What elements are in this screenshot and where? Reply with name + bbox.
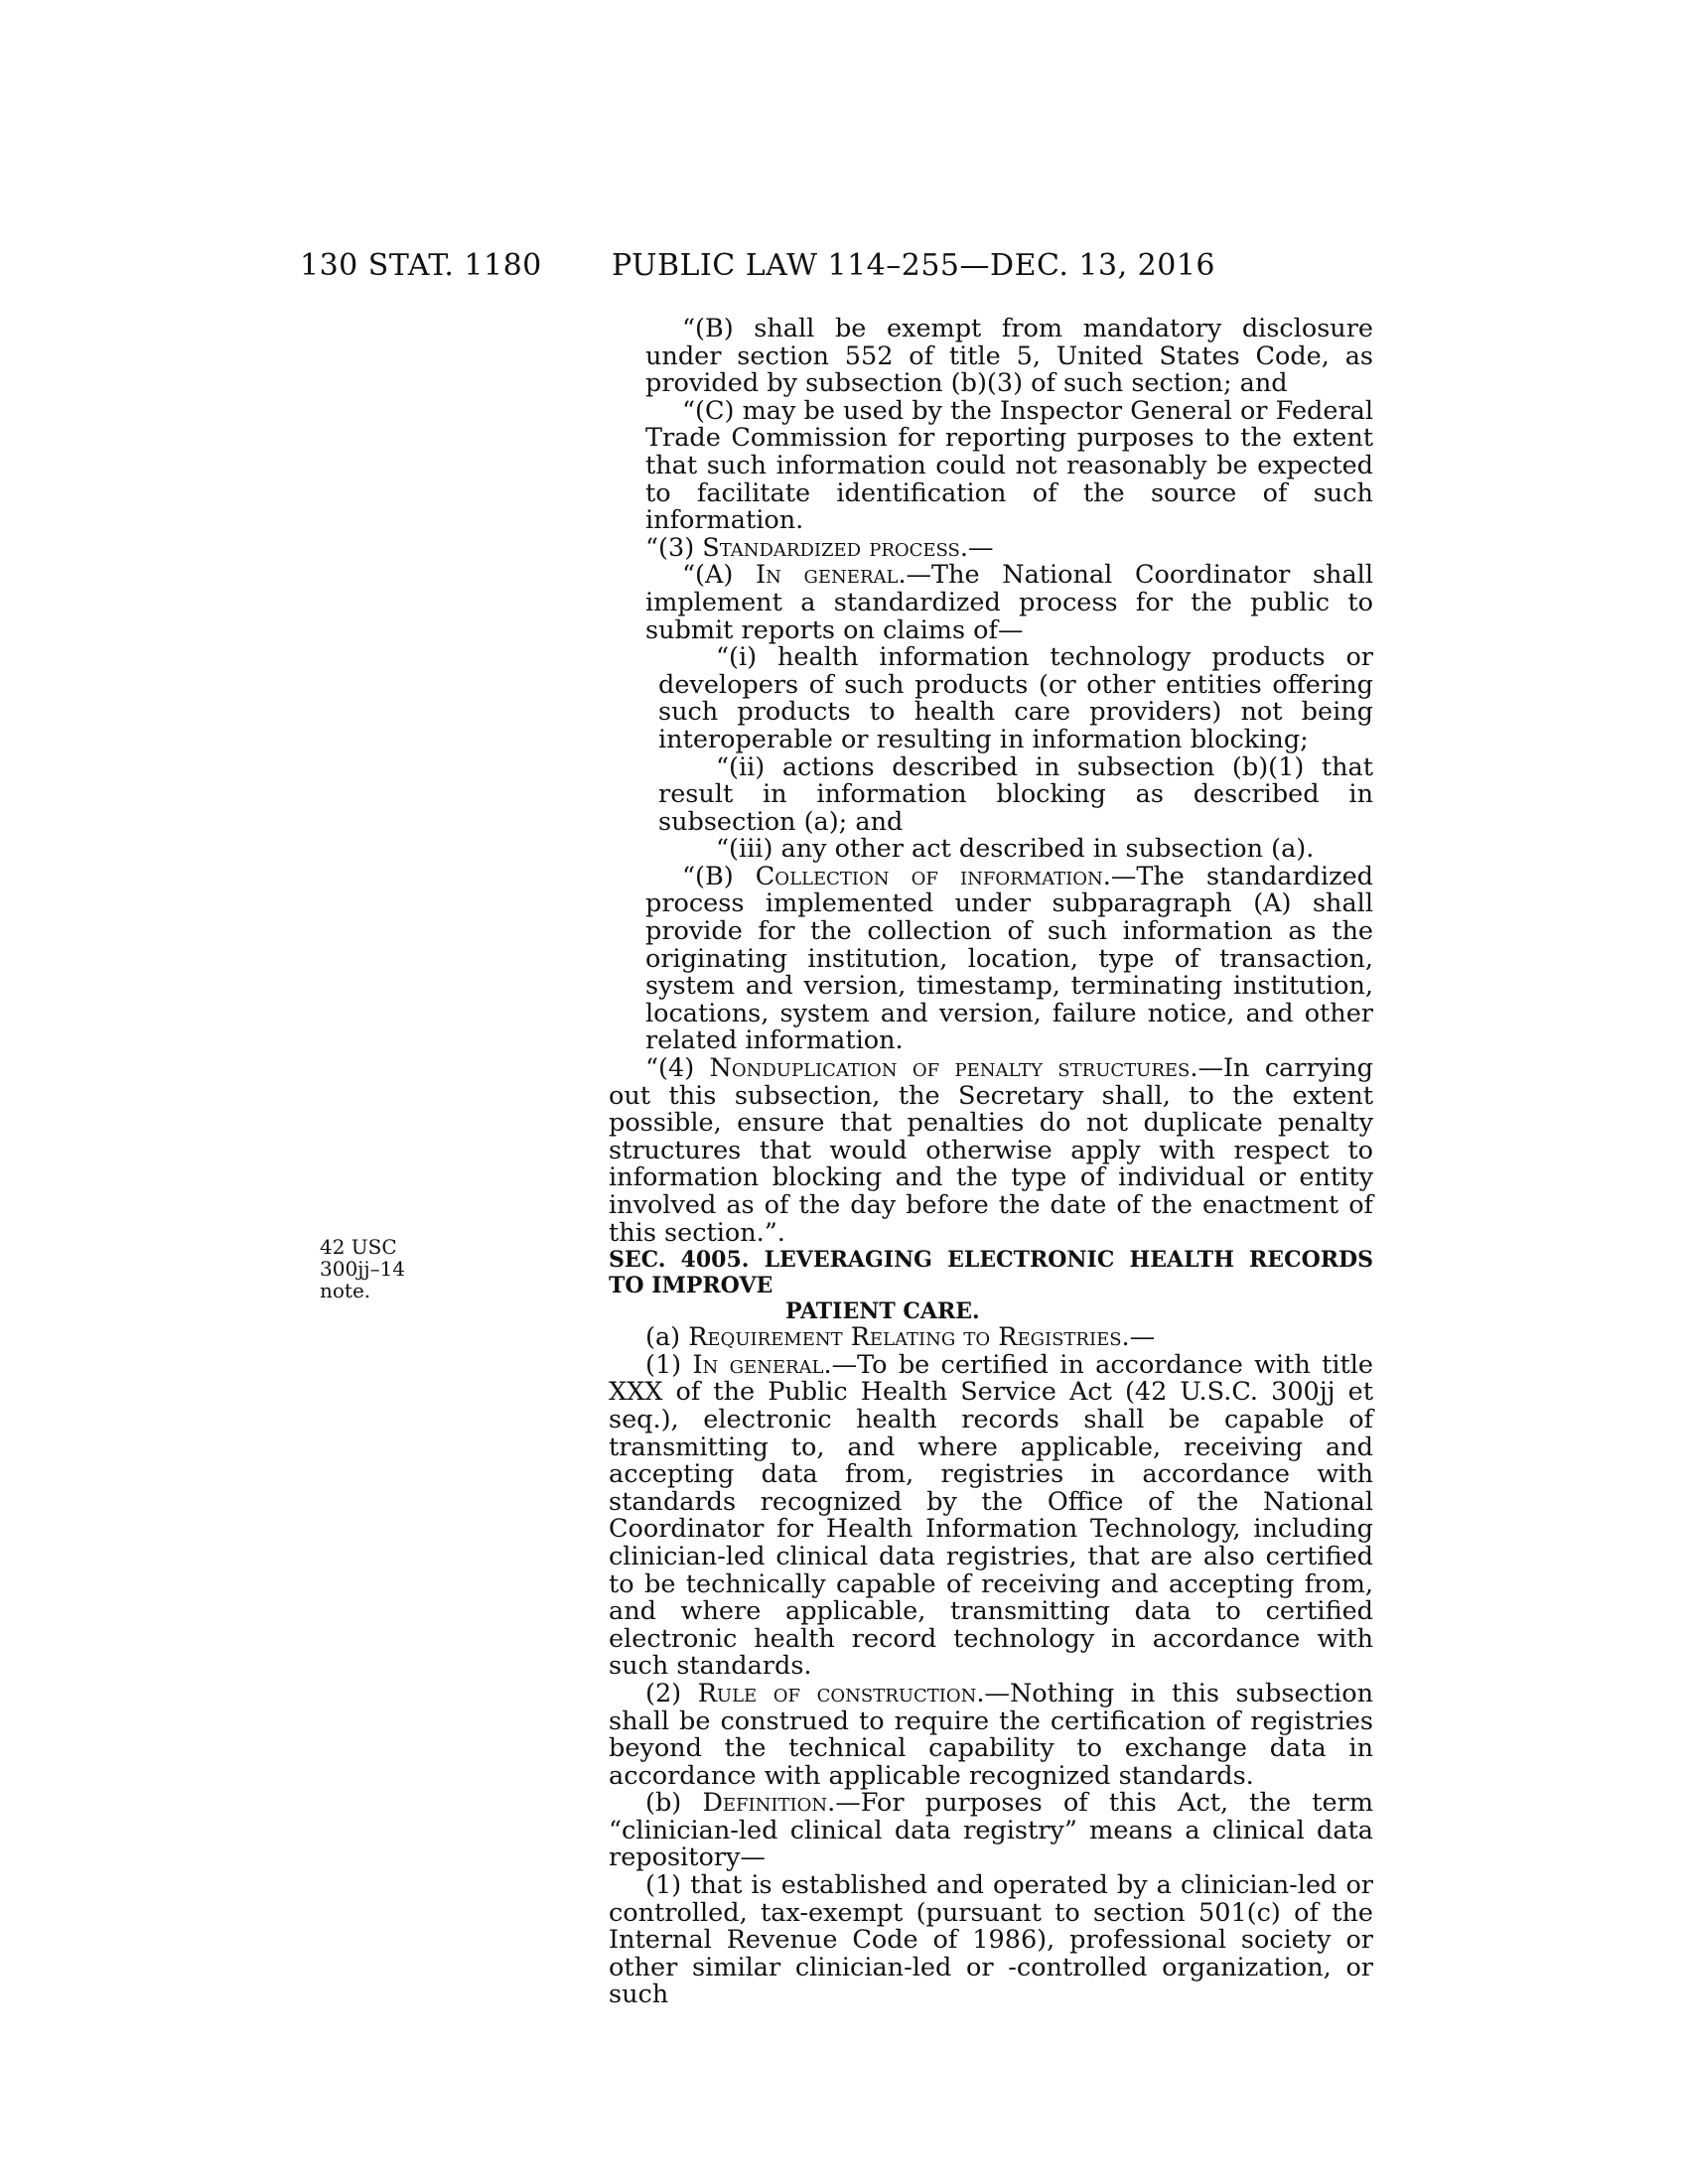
- subsection-a-1-heading: In general: [692, 1349, 824, 1380]
- body-text-column: [609, 316, 1373, 2009]
- paragraph-3A-text: .—The National Coordinator shall implement a standardized process for the public to submit reports on claims of—: [645, 560, 1373, 645]
- paragraph-3B: [609, 861, 1373, 1056]
- margin-citation-note: [320, 1236, 459, 1301]
- paragraph-4-number: “(4): [645, 1053, 710, 1084]
- paragraph-3B-heading: Collection of information: [755, 861, 1103, 891]
- paragraph-3-number: “(3): [645, 532, 703, 563]
- paragraph-4: [609, 1055, 1373, 1247]
- paragraph-3: [609, 532, 1373, 563]
- clause-i: “(i) health information technology products or developers of such products (or other entities offering such products to health care providers) not being interoperable or resulting in information blocking;: [658, 642, 1373, 754]
- subsection-a-heading: Requirement Relating to Registries: [688, 1322, 1122, 1353]
- subsection-b: [609, 1790, 1373, 1872]
- subsection-b-1: (1) that is established and operated by a clinician-led or controlled, tax-exempt (pursuant to section 501(c) of the Internal Revenue Code of 1986), professional society or other similar clinician-led or -controlled organization, or such: [609, 1870, 1373, 2010]
- margin-note-line-1: 42 USC 300jj–14: [320, 1235, 406, 1281]
- clause-ii: “(ii) actions described in subsection (b)(1) that result in information blocking as described in subsection (a); and: [658, 751, 1373, 837]
- subsection-a-2: [609, 1678, 1374, 1791]
- clause-iii: “(iii) any other act described in subsection (a).: [716, 834, 1315, 865]
- subsection-b-number: (b): [645, 1788, 703, 1819]
- subsection-b-text: .—For purposes of this Act, the term “clinician-led clinical data registry” means a clinical data repository—: [609, 1788, 1373, 1873]
- paragraph-3-dash: .—: [959, 532, 994, 563]
- subsection-a: [609, 1324, 1373, 1352]
- paragraph-4-text: .—In carrying out this subsection, the Secretary shall, to the extent possible, ensure that penalties do not duplicate penalty structures that would otherwise apply with respect to information blocking and the type of individual or entity involved as of the day before the date of the enactment of this section.”.: [609, 1053, 1373, 1248]
- paragraph-3B-number: “(B): [682, 861, 756, 891]
- section-heading-line-1: SEC. 4005. LEVERAGING ELECTRONIC HEALTH RECORDS TO IMPROVE: [609, 1247, 1373, 1299]
- subsection-b-heading: Definition: [702, 1788, 828, 1819]
- paragraph-3A-heading: In general: [756, 560, 899, 591]
- subsection-a-1-number: (1): [645, 1349, 693, 1380]
- paragraph-3-heading: Standardized process: [702, 532, 960, 563]
- subsection-a-1-text: .—To be certified in accordance with title XXX of the Public Health Service Act (42 U.S.C. 300jj et seq.), electronic health records shall be capable of transmitting to, and where applicable, receiving and accepting data from, registries in accordance with standards recognized by the Office of the National Coordinator for Health Information Technology, including clinician-led clinical data registries, that are also certified to be technically capable of receiving and accepting from, and where applicable, transmitting data to certified electronic health record technology in accordance with such standards.: [609, 1349, 1373, 1682]
- subsection-a-2-number: (2): [645, 1678, 698, 1708]
- subsection-a-dash: .—: [1121, 1322, 1156, 1353]
- paragraph-B: “(B) shall be exempt from mandatory disclosure under section 552 of title 5, United States Code, as provided by subsection (b)(3) of such section; and: [645, 314, 1373, 399]
- subsection-a-2-text: .—Nothing in this subsection shall be construed to require the certification of registries beyond the technical capability to exchange data in accordance with applicable recognized standards.: [609, 1678, 1374, 1791]
- stat-page-number: 130 STAT. 1180: [300, 248, 542, 283]
- section-heading: [609, 1247, 1373, 1324]
- paragraph-3A-number: “(A): [682, 560, 757, 591]
- subsection-a-1: [609, 1349, 1373, 1682]
- running-title: PUBLIC LAW 114–255—DEC. 13, 2016: [612, 248, 1216, 283]
- paragraph-3B-text: .—The standardized process implemented under subparagraph (A) shall provide for the collection of such information as the originating institution, location, type of transaction, system and version, timestamp, terminating institution, locations, system and version, failure notice, and other related information.: [645, 861, 1373, 1056]
- paragraph-3A: [609, 562, 1373, 644]
- margin-note-line-2: note.: [320, 1279, 371, 1302]
- subsection-a-number: (a): [645, 1322, 689, 1353]
- paragraph-C: “(C) may be used by the Inspector General or Federal Trade Commission for reporting purposes to the extent that such information could not reasonably be expected to facilitate identification of the source of such information.: [645, 395, 1373, 536]
- paragraph-4-heading: Nonduplication of penalty structures: [709, 1053, 1191, 1084]
- subsection-a-2-heading: Rule of construction: [697, 1678, 977, 1708]
- section-heading-line-2: PATIENT CARE.: [785, 1298, 980, 1325]
